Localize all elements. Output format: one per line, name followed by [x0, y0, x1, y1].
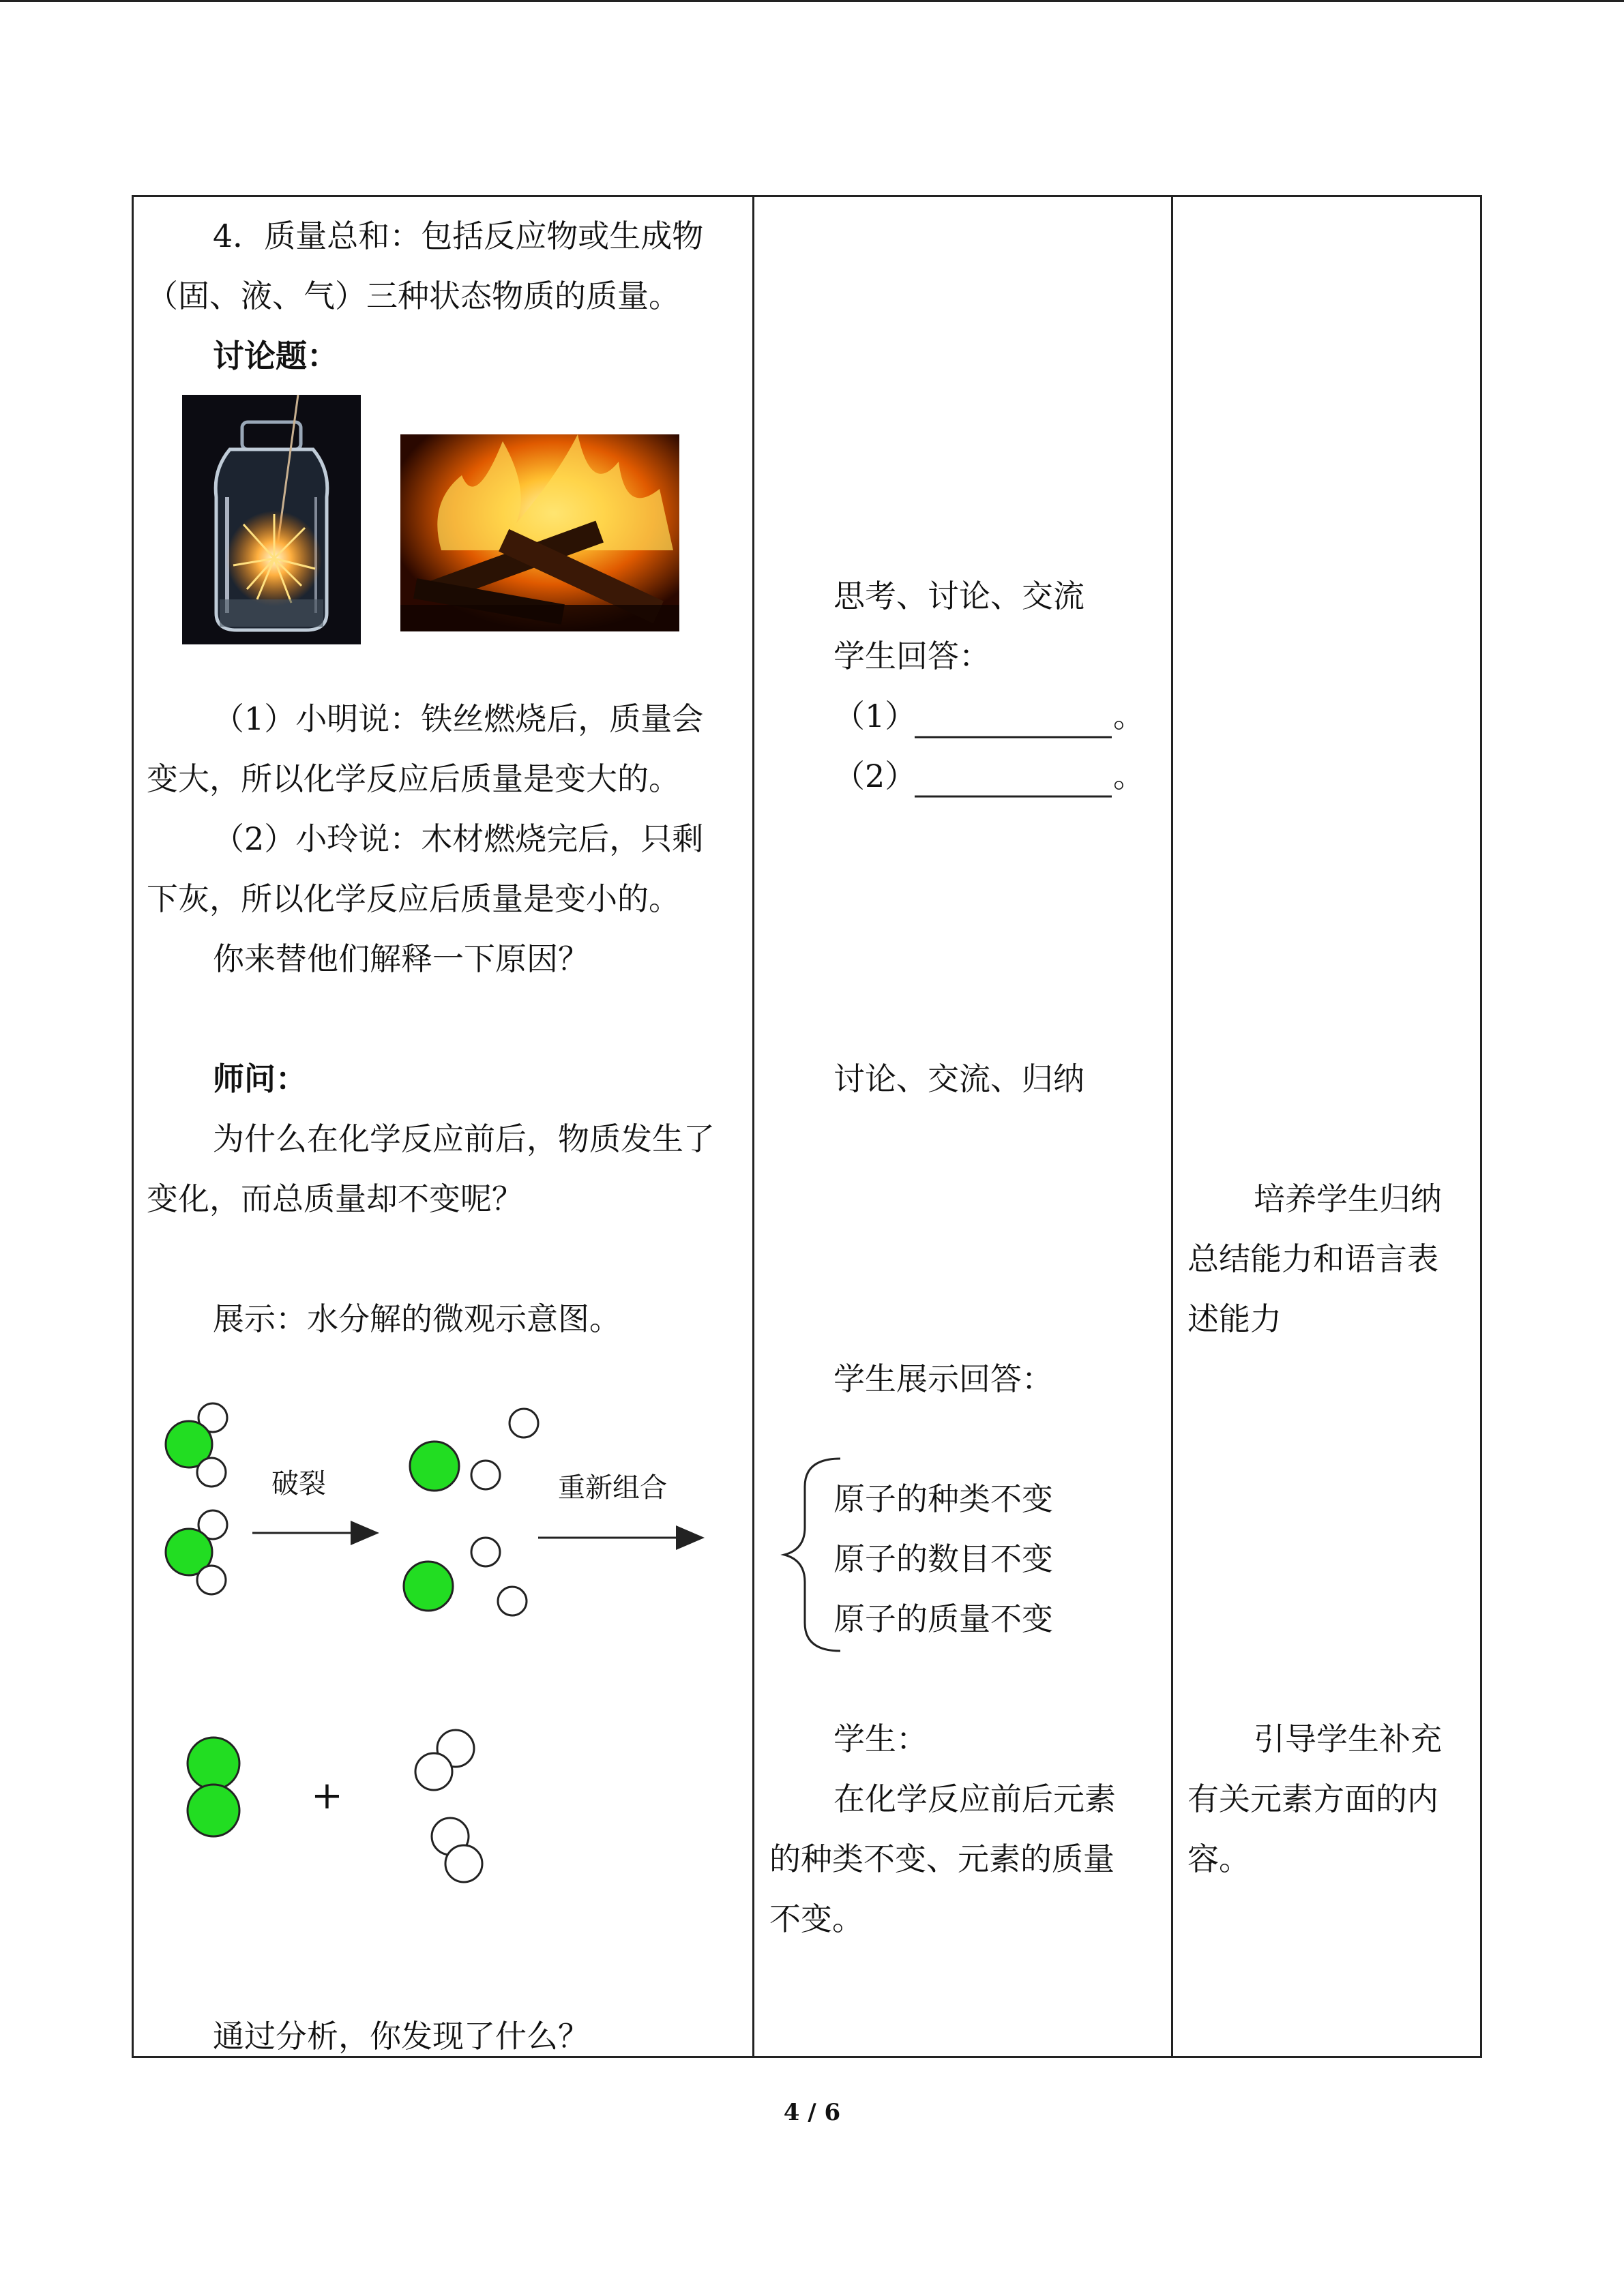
- break-label: 破裂: [271, 1468, 326, 1500]
- hydrogen-atom: [445, 1845, 482, 1882]
- hydrogen-atom: [498, 1587, 527, 1615]
- element-line1: 在化学反应前后元素: [833, 1780, 1116, 1817]
- show-diagram-text: 展示：水分解的微观示意图。: [213, 1300, 621, 1337]
- atom-mass-unchanged: 原子的质量不变: [833, 1600, 1053, 1637]
- hydrogen-atom: [415, 1753, 452, 1790]
- element-line3: 不变。: [769, 1900, 863, 1937]
- hydrogen-atom: [197, 1458, 226, 1487]
- oxygen-atom: [410, 1442, 459, 1491]
- element-line2: 的种类不变、元素的质量: [769, 1840, 1114, 1877]
- teacher-question-heading: 师问：: [213, 1060, 307, 1097]
- goal2-line1: 引导学生补充: [1254, 1720, 1442, 1757]
- question2-line2: 下灰，所以化学反应后质量是变小的。: [147, 880, 680, 917]
- think-discuss: 思考、讨论、交流: [833, 578, 1084, 614]
- page-number: 4 / 6: [783, 2099, 841, 2126]
- question2-line1: （2）小玲说：木材燃烧完后，只剩: [213, 820, 704, 857]
- hydrogen-atom: [510, 1409, 538, 1437]
- oxygen-atom: [188, 1738, 239, 1789]
- question1-line1: （1）小明说：铁丝燃烧后，质量会: [213, 700, 704, 737]
- blank2-prefix: （2）: [833, 758, 917, 794]
- blank1-suffix: 。: [1113, 698, 1145, 734]
- student-heading: 学生：: [833, 1720, 928, 1757]
- goal2-line3: 容。: [1187, 1840, 1250, 1877]
- explain-prompt: 你来替他们解释一下原因？: [213, 940, 589, 977]
- blank2-suffix: 。: [1113, 758, 1145, 794]
- teacher-question-line1: 为什么在化学反应前后，物质发生了: [213, 1120, 715, 1157]
- recombine-label: 重新组合: [558, 1472, 667, 1504]
- blank1-prefix: （1）: [833, 698, 917, 734]
- discussion-heading: 讨论题：: [213, 338, 338, 374]
- analysis-question: 通过分析，你发现了什么？: [213, 2018, 589, 2055]
- student-answer-heading: 学生回答：: [833, 638, 990, 674]
- atom-count-unchanged: 原子的数目不变: [833, 1540, 1053, 1577]
- question1-line2: 变大，所以化学反应后质量是变大的。: [147, 760, 680, 797]
- goal1-line3: 述能力: [1187, 1300, 1282, 1337]
- teacher-question-line2: 变化，而总质量却不变呢？: [147, 1180, 523, 1217]
- point4-line1: 4．质量总和：包括反应物或生成物: [213, 218, 704, 254]
- hydrogen-atom: [471, 1461, 500, 1489]
- discuss-summarize: 讨论、交流、归纳: [833, 1060, 1084, 1097]
- point4-line2: （固、液、气）三种状态物质的质量。: [147, 278, 680, 314]
- oxygen-atom: [404, 1562, 453, 1611]
- grouping-brace: [784, 1459, 840, 1651]
- student-show-answer: 学生展示回答：: [833, 1360, 1053, 1397]
- atom-kind-unchanged: 原子的种类不变: [833, 1480, 1053, 1517]
- oxygen-atom: [188, 1785, 239, 1836]
- hydrogen-atom: [197, 1566, 226, 1594]
- goal2-line2: 有关元素方面的内: [1187, 1780, 1438, 1817]
- goal1-line1: 培养学生归纳: [1254, 1180, 1442, 1217]
- hydrogen-atom: [471, 1538, 500, 1566]
- plus-sign: +: [311, 1774, 343, 1818]
- goal1-line2: 总结能力和语言表: [1187, 1240, 1438, 1277]
